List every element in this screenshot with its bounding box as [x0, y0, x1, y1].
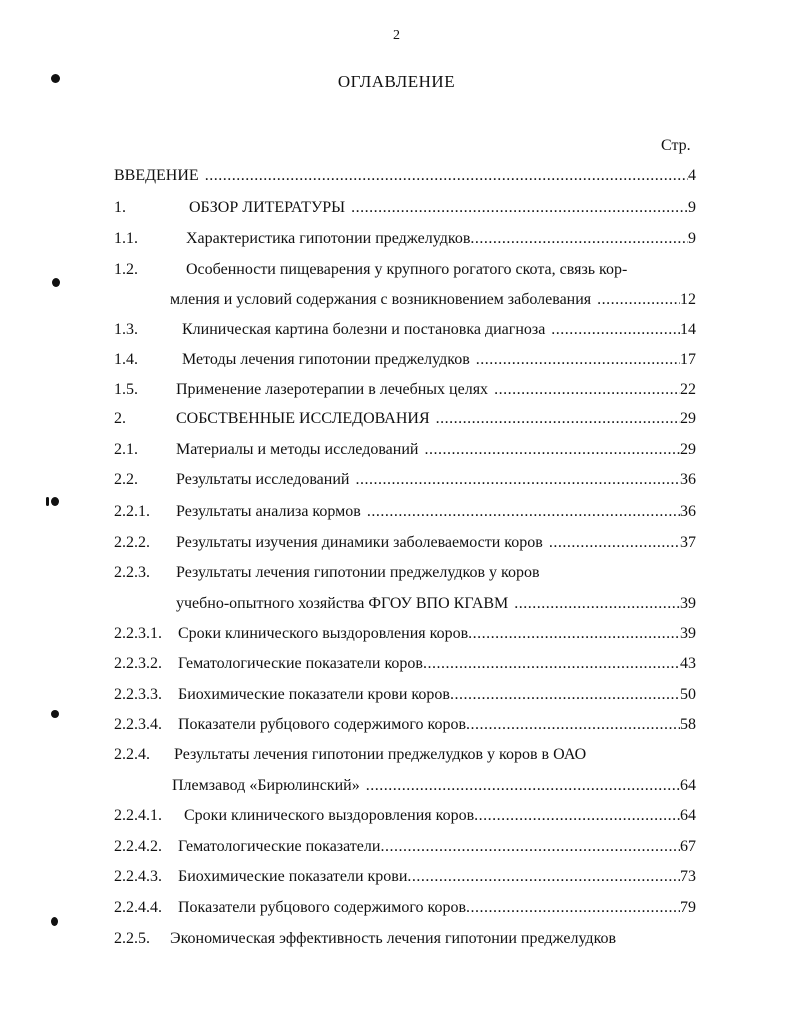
- toc-entry-number: 1.4.: [114, 351, 138, 368]
- toc-entry-page: 39: [680, 595, 696, 612]
- toc-entry-page: 29: [680, 410, 696, 427]
- toc-entry-text: Характеристика гипотонии преджелудков: [186, 230, 471, 247]
- toc-entry-text-continued: мления и условий содержания с возникновением заболевания: [170, 291, 592, 308]
- toc-entry-page: 36: [680, 471, 696, 488]
- toc-entry-number: 2.2.4.2.: [114, 838, 162, 855]
- scan-speck: [46, 497, 49, 506]
- toc-entry-page: 64: [680, 777, 696, 794]
- toc-entry-text: Результаты лечения гипотонии преджелудков у коров в ОАО: [174, 746, 587, 763]
- toc-entry-text-continued: Племзавод «Бирюлинский»: [172, 777, 360, 794]
- toc-entry-page: 64: [680, 807, 696, 824]
- toc-entry-text: Клиническая картина болезни и постановка диагноза: [182, 321, 546, 338]
- toc-entry-page: 50: [680, 686, 696, 703]
- toc-entry-text: Сроки клинического выздоровления коров: [178, 625, 469, 642]
- toc-entry-page: 29: [680, 441, 696, 458]
- scan-speck: [51, 497, 59, 506]
- toc-entry-text: Материалы и методы исследований: [176, 441, 419, 458]
- toc-entry-number: 1.5.: [114, 381, 138, 398]
- toc-entry-number: 2.2.4.3.: [114, 868, 162, 885]
- scan-speck: [52, 278, 60, 287]
- toc-entry-text: Показатели рубцового содержимого коров: [178, 716, 467, 733]
- toc-entry-number: 2.: [114, 410, 126, 427]
- toc-entry-text: Результаты исследований: [176, 471, 350, 488]
- toc-entry-page: 9: [688, 230, 696, 247]
- toc-entry-page: 22: [680, 381, 696, 398]
- toc-entry-page: 36: [680, 503, 696, 520]
- toc-entry-text: Гематологические показатели: [178, 838, 381, 855]
- toc-entry-page: 67: [680, 838, 696, 855]
- toc-entry-text: Методы лечения гипотонии преджелудков: [182, 351, 470, 368]
- toc-entry-text: Результаты лечения гипотонии преджелудков у коров: [176, 564, 540, 581]
- toc-entry-text: ОБЗОР ЛИТЕРАТУРЫ: [189, 199, 346, 216]
- toc-entry-text: СОБСТВЕННЫЕ ИССЛЕДОВАНИЯ: [176, 410, 430, 427]
- page-column-label: Стр.: [661, 137, 691, 154]
- toc-entry-text: Экономическая эффективность лечения гипотонии преджелудков: [170, 930, 617, 947]
- toc-entry-text: Сроки клинического выздоровления коров: [184, 807, 475, 824]
- toc-entry-text: Особенности пищеварения у крупного рогатого скота, связь кор-: [186, 261, 628, 278]
- toc-entry-number: 2.2.1.: [114, 503, 150, 520]
- toc-entry-text: Применение лазеротерапии в лечебных целях: [176, 381, 489, 398]
- toc-entry-text: Гематологические показатели коров: [178, 655, 423, 672]
- toc-entry-text-continued: учебно-опытного хозяйства ФГОУ ВПО КГАВМ: [176, 595, 509, 612]
- toc-entry-text: Результаты анализа кормов: [176, 503, 361, 520]
- scan-speck: [51, 74, 60, 83]
- toc-entry-text: Биохимические показатели крови: [178, 868, 408, 885]
- toc-entry-number: 2.1.: [114, 441, 138, 458]
- toc-entry-text: Показатели рубцового содержимого коров: [178, 899, 467, 916]
- toc-entry-number: 2.2.4.1.: [114, 807, 162, 824]
- toc-entry-page: 43: [680, 655, 696, 672]
- toc-entry-page: 39: [680, 625, 696, 642]
- toc-entry-text: Результаты изучения динамики заболеваемости коров: [176, 534, 543, 551]
- toc-entry-page: 12: [680, 291, 696, 308]
- page-number: 2: [393, 28, 400, 43]
- toc-entry-number: 2.2.3.3.: [114, 686, 162, 703]
- toc-entry-number: 1.3.: [114, 321, 138, 338]
- page-title: ОГЛАВЛЕНИЕ: [337, 72, 456, 91]
- toc-entry-number: 2.2.5.: [114, 930, 150, 947]
- toc-entry-page: 9: [688, 199, 696, 216]
- toc-entry-page: 37: [680, 534, 696, 551]
- scan-speck: [51, 710, 59, 718]
- toc-entry-number: 1.: [114, 199, 126, 216]
- toc-entry-number: 2.2.2.: [114, 534, 150, 551]
- toc-entry-text: Биохимические показатели крови коров: [178, 686, 450, 703]
- toc-entry-number: 2.2.3.4.: [114, 716, 162, 733]
- toc-entry-number: 2.2.3.: [114, 564, 150, 581]
- toc-entry-text: ВВЕДЕНИЕ: [114, 167, 199, 184]
- toc-entry-page: 79: [680, 899, 696, 916]
- toc-entry-page: 14: [680, 321, 696, 338]
- toc-entry-number: 1.2.: [114, 261, 138, 278]
- toc-entry-number: 2.2.3.1.: [114, 625, 162, 642]
- toc-entry-number: 2.2.4.: [114, 746, 150, 763]
- scan-speck: [51, 917, 58, 926]
- toc-entry-page: 73: [680, 868, 696, 885]
- toc-entry-page: 58: [680, 716, 696, 733]
- toc-entry-page: 4: [688, 167, 696, 184]
- toc-entry-number: 1.1.: [114, 230, 138, 247]
- toc-entry-number: 2.2.: [114, 471, 138, 488]
- toc-entry-number: 2.2.4.4.: [114, 899, 162, 916]
- toc-entry-page: 17: [680, 351, 696, 368]
- toc-entry-number: 2.2.3.2.: [114, 655, 162, 672]
